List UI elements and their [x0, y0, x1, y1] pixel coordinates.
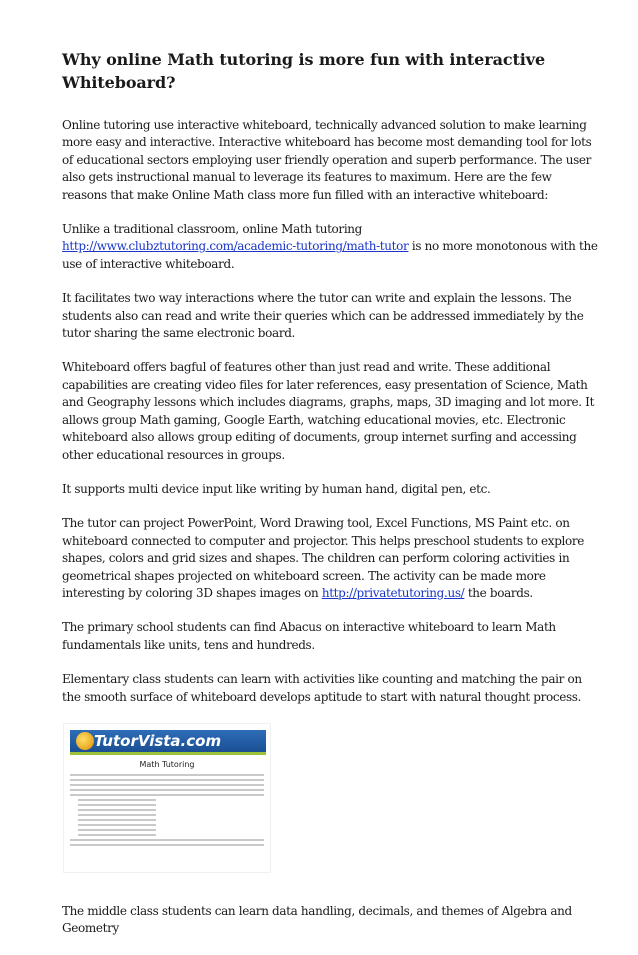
page-title: Why online Math tutoring is more fun with interactive Whiteboard? [62, 50, 546, 92]
document-page [62, 48, 598, 955]
paragraph-multi-device: It supports multi device input like writing by human hand, digital pen, etc. [62, 481, 491, 496]
paragraph-intro: Online tutoring use interactive whiteboard, technically advanced solution to make learning more easy and interactive. Interactive whiteboard has become most demanding tool for lots of educational sectors employing user friendly operation and superb performance. The user also gets instructional manual to leverage its features to maximum. Here are the few reasons that make Online Math class more fun filled with an interactive whiteboard: [62, 118, 592, 202]
tutorvista-screenshot-image [63, 723, 271, 873]
paragraph-middle-class: The middle class students can learn data handling, decimals, and themes of Algebra and Geometry [62, 903, 572, 936]
paragraph-elementary: Elementary class students can learn with activities like counting and matching the pair on the smooth surface of whiteboard develops aptitude to start with natural thought process. [62, 672, 582, 704]
paragraph-primary-school: The primary school students can find Abacus on interactive whiteboard to learn Math fundamentals like units, tens and hundreds. [62, 620, 556, 652]
paragraph-text: Unlike a traditional classroom, online Math tutoring [62, 222, 363, 237]
paragraph-traditional-classroom [62, 221, 598, 273]
globe-icon [76, 732, 94, 750]
paragraph-projection [62, 515, 598, 602]
paragraph-text: is no more monotonous with the use of interactive whiteboard. [62, 239, 598, 271]
tutorvista-logo: TutorVista.com [94, 731, 222, 750]
embed-heading: Math Tutoring [139, 759, 195, 769]
embed-text-lines [70, 774, 264, 849]
paragraph-features: Whiteboard offers bagful of features other than just read and write. These additional capabilities are creating video files for later references, easy presentation of Science, Math and Geography lessons which includes diagrams, graphs, maps, 3D imaging and lot more. It allows group Math gaming, Google Earth, watching educational movies, etc. Electronic whiteboard also allows group editing of documents, group internet surfing and accessing other educational resources in groups. [62, 360, 595, 462]
paragraph-text: the boards. [464, 585, 533, 600]
paragraph-text: The tutor can project PowerPoint, Word Drawing tool, Excel Functions, MS Paint etc. on whiteboard connected to computer and projector. This helps preschool students to explore shapes, colors and grid sizes and shapes. The children can perform coloring activities in geometrical shapes projected on whiteboard screen. The activity can be made more interesting by coloring 3D shapes images on [62, 516, 585, 600]
privatetutoring-link[interactable]: http://privatetutoring.us/ [321, 585, 465, 600]
clubztutoring-link[interactable]: http://www.clubztutoring.com/academic-tutoring/math-tutor [62, 239, 409, 254]
accent-strip [70, 752, 266, 755]
paragraph-two-way: It facilitates two way interactions where the tutor can write and explain the lessons. The students also can read and write their queries which can be addressed immediately by the tutor sharing the same electronic board. [62, 291, 584, 341]
